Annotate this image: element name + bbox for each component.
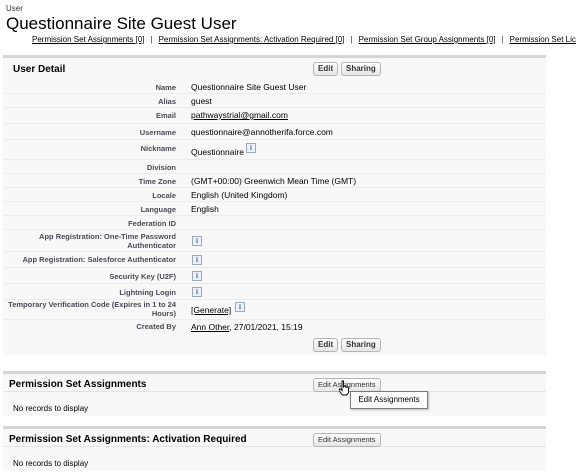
link-separator: | [350,35,353,44]
sharing-button-bottom[interactable]: Sharing [341,338,381,352]
field-label: Security Key (U2F) [109,272,176,281]
field-row-nickname [3,140,546,160]
tooltip: Edit Assignments [350,391,428,409]
field-label: Nickname [140,144,176,153]
field-row-app-registration-sf [3,252,546,268]
empty-message: No records to display [13,404,89,413]
sharing-button[interactable]: Sharing [341,62,381,76]
field-value: English (United Kingdom) [191,190,288,200]
field-label: Locale [152,191,176,200]
field-value: Questionnaire Site Guest User [191,82,307,92]
info-icon[interactable]: i [192,287,202,297]
field-label: App Registration: Salesforce Authenticator [22,255,176,264]
related-list-links [32,35,576,44]
field-row-name [3,80,546,94]
created-date: , 27/01/2021, 15:19 [229,322,303,332]
link-permission-set-group-assignments[interactable]: Permission Set Group Assignments [0] [358,35,496,44]
generate-link[interactable]: [Generate] [191,305,232,315]
object-type: User [6,4,23,13]
field-value: Questionnaire [191,147,244,157]
page-title: Questionnaire Site Guest User [6,14,237,33]
link-permission-set-assignments[interactable]: Permission Set Assignments [0] [32,35,145,44]
field-row-app-registration-otp [3,230,546,252]
user-detail-section [3,55,546,355]
info-icon[interactable]: i [246,143,256,153]
field-row-created-by [3,320,546,334]
field-row-temp-verification-code [3,300,546,320]
field-label: Lightning Login [119,288,176,297]
field-row-security-key [3,268,546,284]
field-label: Division [146,163,176,172]
field-value: guest [191,96,212,106]
page-header [6,4,237,34]
field-label: Time Zone [138,177,176,186]
field-label: Alias [158,97,176,106]
field-value: questionnaire@annotherifa.force.com [191,127,333,137]
field-label: Created By [136,322,176,331]
field-row-locale [3,188,546,202]
info-icon[interactable]: i [235,302,245,312]
field-label: Temporary Verification Code (Expires in 1 to 24 Hours) [8,300,176,318]
field-value: (GMT+00:00) Greenwich Mean Time (GMT) [191,176,357,186]
field-row-time-zone [3,174,546,188]
field-row-federation-id [3,216,546,230]
link-separator: | [150,35,153,44]
info-icon[interactable]: i [192,255,202,265]
section-header [3,429,546,447]
field-row-language [3,202,546,216]
link-permission-set-licenses[interactable]: Permission Set Lic [509,35,576,44]
created-by-user-link[interactable]: Ann Other [191,322,230,332]
link-permission-set-assignments-activation[interactable]: Permission Set Assignments: Activation Required [0] [158,35,345,44]
field-label: Email [155,111,176,120]
info-icon[interactable]: i [192,236,202,246]
permission-set-activation-section [3,426,546,471]
field-row-division [3,160,546,174]
field-row-email [3,108,546,124]
link-separator: | [501,35,504,44]
empty-message: No records to display [13,459,89,468]
edit-assignments-button[interactable]: Edit Assignments [313,433,381,447]
field-label: Language [140,205,176,214]
field-row-username [3,124,546,140]
field-label: App Registration: One-Time Password Authenticator [39,232,176,250]
field-label: Name [155,83,176,92]
permission-set-assignments-section [3,371,546,416]
section-title: Permission Set Assignments: Activation Required [9,434,247,445]
field-value: English [191,204,219,214]
edit-button-bottom[interactable]: Edit [313,338,338,352]
info-icon[interactable]: i [192,271,202,281]
hand-cursor-icon [338,380,350,396]
field-label: Username [139,128,176,137]
edit-button[interactable]: Edit [313,62,338,76]
field-label: Federation ID [128,219,176,228]
user-detail-title: User Detail [13,64,66,75]
edit-assignments-button[interactable]: Edit Assignments [313,378,381,392]
field-row-alias [3,94,546,108]
field-row-lightning-login [3,284,546,300]
email-link[interactable]: pathwaystrial@gmail.com [191,110,288,120]
user-detail-header [3,58,546,80]
section-header [3,374,546,392]
section-title: Permission Set Assignments [9,379,147,390]
